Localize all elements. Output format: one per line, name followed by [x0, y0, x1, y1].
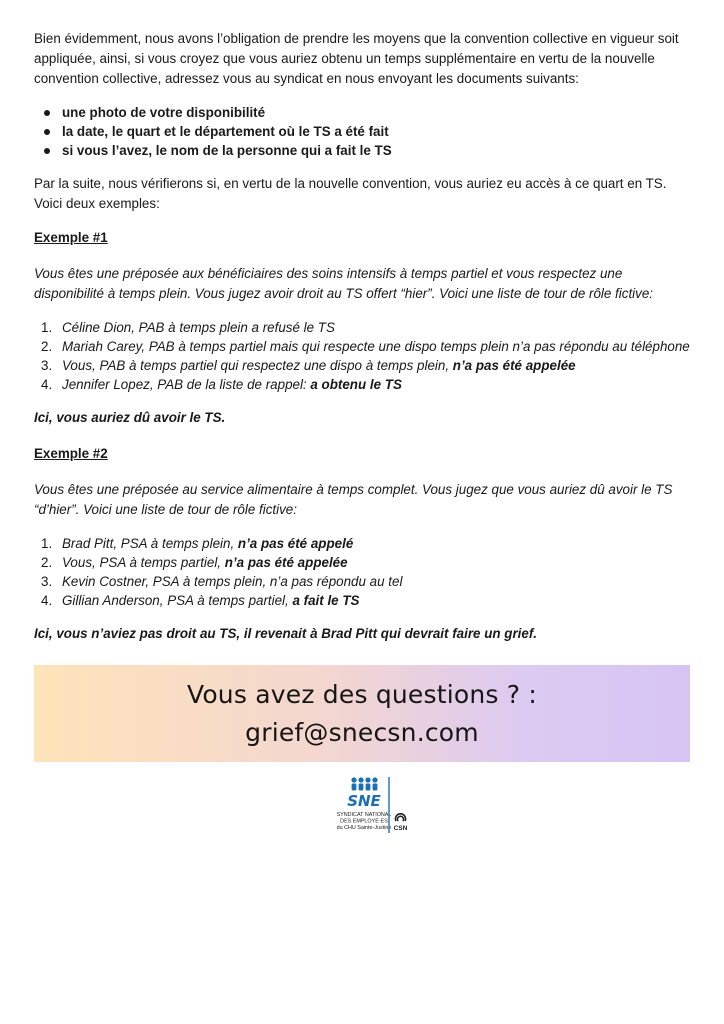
list-item: 3. Vous, PAB à temps partiel qui respectez une dispo à temps plein, n’a pas été appelée	[41, 358, 576, 373]
logo-affiliation: CSN	[393, 825, 408, 832]
example-2-scenario: Vous êtes une préposée au service alimentaire à temps complet. Vous jugez que vous auriez dû avoir le TS “d’hier”. Voici une liste de tour de rôle fictive:	[34, 482, 673, 517]
logo-line-3: du CHU Sainte-Justine	[336, 825, 392, 831]
list-item: si vous l’avez, le nom de la personne qui a fait le TS	[34, 141, 694, 160]
list-item: 4. Gillian Anderson, PSA à temps partiel, a fait le TS	[41, 593, 360, 608]
list-item: 2. Mariah Carey, PAB à temps partiel mais qui respecte une dispo temps plein n’a pas répondu au téléphone	[41, 339, 690, 354]
list-item: 4. Jennifer Lopez, PAB de la liste de rappel: a obtenu le TS	[41, 377, 402, 392]
people-icon	[351, 777, 377, 790]
list-item: une photo de votre disponibilité	[34, 103, 694, 122]
contact-email[interactable]: grief@snecsn.com	[245, 717, 479, 747]
example-1-conclusion: Ici, vous auriez dû avoir le TS.	[34, 410, 226, 425]
example-1-list	[34, 318, 694, 394]
list-item: 1. Céline Dion, PAB à temps plein a refusé le TS	[41, 320, 335, 335]
example-2-conclusion: Ici, vous n’aviez pas droit au TS, il revenait à Brad Pitt qui devrait faire un grief.	[34, 626, 538, 641]
intro-paragraph: Bien évidemment, nous avons l’obligation de prendre les moyens que la convention collective en vigueur soit appliquée, ainsi, si vous croyez que vous auriez obtenu un temps supplémentaire en vertu de la nouvelle convention collective, adressez vous au syndicat en nous envoyant les documents suivants:	[34, 31, 679, 86]
example-2-heading: Exemple #2	[34, 446, 108, 461]
logo-line-2: DES EMPLOYÉ·ES	[340, 818, 388, 825]
followup-paragraph: Par la suite, nous vérifierons si, en vertu de la nouvelle convention, vous auriez eu accès à ce quart en TS. Voici deux exemples:	[34, 176, 667, 211]
example-2-list	[34, 534, 694, 610]
list-item: la date, le quart et le département où le TS a été fait	[34, 122, 694, 141]
list-item: 2. Vous, PSA à temps partiel, n’a pas été appelée	[41, 555, 348, 570]
list-item: 3. Kevin Costner, PSA à temps plein, n’a pas répondu au tel	[41, 574, 403, 589]
contact-banner	[34, 665, 690, 762]
sne-csn-logo	[312, 775, 412, 837]
logo-acronym: SNE	[347, 792, 381, 810]
example-1-heading: Exemple #1	[34, 230, 108, 245]
banner-question: Vous avez des questions ? :	[186, 679, 538, 709]
required-documents-list	[34, 103, 694, 160]
csn-emblem-icon	[396, 814, 406, 821]
example-1-scenario: Vous êtes une préposée aux bénéficiaires des soins intensifs à temps partiel et vous respectez une disponibilité à temps plein. Vous jugez avoir droit au TS offert “hier”. Voici une liste de tour de rôle fictive:	[34, 266, 654, 301]
document-body	[34, 29, 694, 644]
list-item: 1. Brad Pitt, PSA à temps plein, n’a pas été appelé	[41, 536, 354, 551]
logo-line-1: SYNDICAT NATIONAL	[336, 812, 392, 818]
